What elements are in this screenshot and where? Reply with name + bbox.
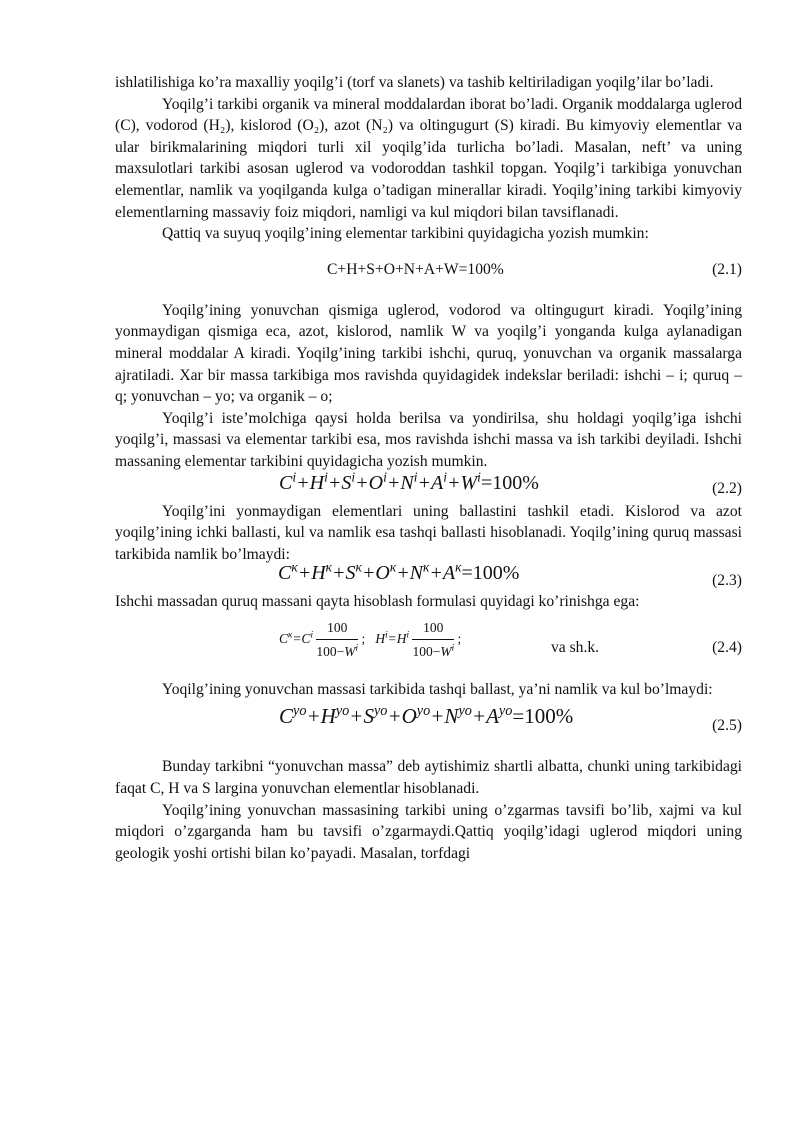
paragraph-6: Yoqilg’ini yonmaydigan elementlari uning ballastini tashkil etadi. Kislorod va azot yoqilg’ining ichki ballasti, kul va namlik esa tashqi ballasti hisoblanadi. Yoqilg’ining quruq massasi tarkibida namlik bo’lmaydi: <box>115 502 742 563</box>
paragraph-1: ishlatilishiga ko’ra maxalliy yoqilg’i (torf va slanets) va tashib keltiriladigan yoqilg’ilar bo’ladi. <box>115 74 714 91</box>
formula-2-1-expression: C+H+S+O+N+A+W=100% <box>327 260 504 278</box>
paragraph-9: Bunday tarkibni “yonuvchan massa” deb aytishimiz shartli albatta, chunki uning tarkibidagi faqat C, H va S largina yonuvchan elementlar hisoblanadi. <box>115 758 742 798</box>
formula-2-1 <box>115 259 742 281</box>
paragraph-10: Yoqilg’ining yonuvchan massasining tarkibi uning o’zgarmas tavsifi bo’lib, xajmi va kul miqdori o’zgarganda ham bu tavsifi o’zgarmaydi.Qattiq yoqilg’idagi uglerod miqdori uning geologik yoshi ortishi bilan ko’payadi. Masalan, torfdagi <box>115 801 742 862</box>
formula-2-5-expression: $C^{yo}+H^{yo}+S^{yo}+O^{yo}+N^{yo}+A^{yo}=100\%$ <box>279 703 574 729</box>
formula-2-3 <box>115 559 742 591</box>
formula-2-5-number: (2.5) <box>712 717 742 735</box>
formula-2-4 <box>115 613 742 671</box>
fraction-c: $\frac{100}{100-W^i}$ <box>316 617 358 663</box>
formula-2-2-expression: $C^i+H^i+S^i+O^i+N^i+A^i+W^i=100\%$ <box>279 468 539 494</box>
paragraph-3: Qattiq va suyuq yoqilg’ining elementar tarkibini quyidagicha yozish mumkin: <box>162 225 649 243</box>
formula-2-4-number: (2.4) <box>712 638 742 656</box>
paragraph-7: Ishchi massadan quruq massani qayta hisoblash formulasi quyidagi ko’rinishga ega: <box>115 593 640 611</box>
formula-2-4-suffix: va sh.k. <box>551 638 600 656</box>
paragraph-2: Yoqilg’i tarkibi organik va mineral moddalardan iborat bo’ladi. Organik moddalarga uglerod (C), vodorod (H₂), kislorod (O₂), azot (N₂) va oltingugurt (S) kiradi. Bu kimyoviy elementlar va ular birikmalarining miqdori turli xil yoqilg’ida turlicha bo’ladi. Masalan, neft’ va uning maxsulotlari tarkibi asosan uglerod va vodoroddan tashkil topgan. Yoqilg’i tarkibiga yonuvchan elementlar, namlik va yoqilganda kulga o’tadigan minerallar kiradi. Yoqilg’ining tarkibi kimyoviy elementlarning massaviy foiz miqdori, namligi va kul miqdori bilan tavsiflanadi. <box>115 95 742 221</box>
formula-2-4-expression: $C^к=C^i$ $\frac{100}{100-W^i}$ ; $H^i=H^i$ $\frac{100}{100-W^i}$ ; <box>279 617 461 663</box>
document-page <box>115 72 742 864</box>
formula-2-3-expression: $C^к+H^к+S^к+O^к+N^к+A^к=100\%$ <box>278 559 520 585</box>
paragraph-8: Yoqilg’ining yonuvchan massasi tarkibida tashqi ballast, ya’ni namlik va kul bo’lmaydi: <box>162 680 713 698</box>
formula-2-2-number: (2.2) <box>712 479 742 497</box>
formula-2-5 <box>115 703 742 740</box>
fraction-h: $\frac{100}{100-W^i}$ <box>412 617 454 663</box>
formula-2-1-number: (2.1) <box>712 260 742 278</box>
paragraph-4: Yoqilg’ining yonuvchan qismiga uglerod, vodorod va oltingugurt kiradi. Yoqilg’ining yonmaydigan qismiga eca, azot, kislorod, namlik W va yoqilg’i yonganda kulga aylanadigan mineral moddalar A kiradi. Yoqilg’ining tarkibi ishchi, quruq, yonuvchan va organik massalarga ajratiladi. Xar bir massa tarkibiga mos ravishda quyidagidek indekslar beriladi: ishchi – i; quruq – q; yonuvchan – yo; va organik – o; <box>115 301 742 406</box>
formula-2-3-number: (2.3) <box>712 572 742 590</box>
formula-2-2 <box>115 468 742 501</box>
paragraph-5: Yoqilg’i iste’molchiga qaysi holda berilsa va yondirilsa, shu holdagi yoqilg’iga ishchi yoqilg’i, massasi va elementar tarkibi esa, mos ravishda ishchi massa va ish tarkibi deyiladi. Ishchi massaning elementar tarkibini quyidagicha yozish mumkin. <box>115 409 742 470</box>
